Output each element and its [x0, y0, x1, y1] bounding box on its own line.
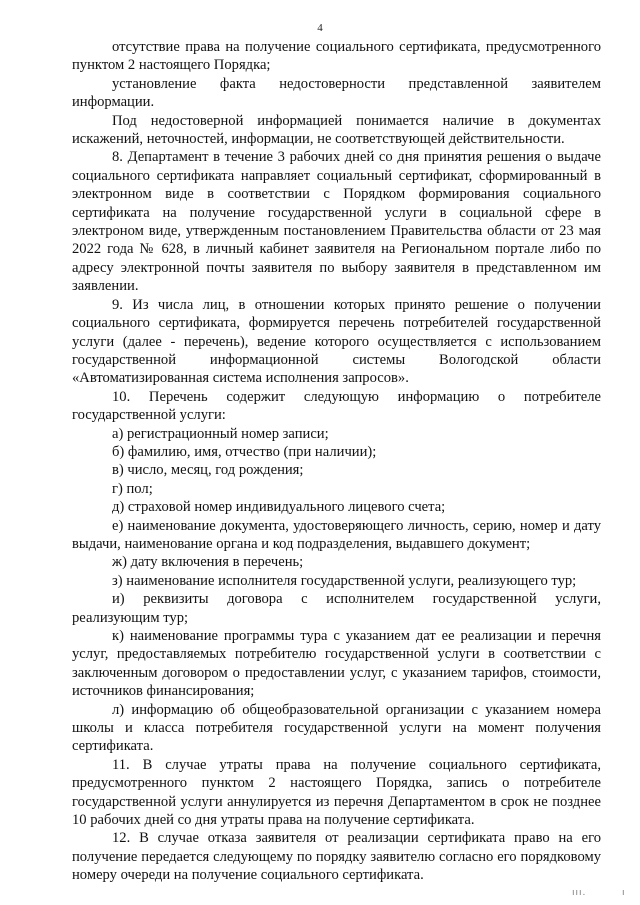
paragraph-clause-11: 11. В случае утраты права на получение социального сертификата, предусмотренного пунктом 2 настоящего Порядка, запись о потребителе государственной услуги аннулируется из перечня Департаментом в срок не позднее 10 рабочих дней со дня утраты права на получение сертификата. [72, 756, 601, 829]
list-item: и) реквизиты договора с исполнителем государственной услуги, реализующим тур; [72, 591, 601, 626]
list-item: а) регистрационный номер записи; [112, 425, 329, 442]
list-item: з) наименование исполнителя государственной услуги, реализующего тур; [112, 572, 577, 589]
list-item: е) наименование документа, удостоверяющего личность, серию, номер и дату выдачи, наименование органа и код подразделения, выдавшего документ; [72, 517, 601, 552]
list-item: ж) дату включения в перечень; [112, 554, 304, 571]
document-body [72, 38, 601, 885]
paragraph: установление факта недостоверности представленной заявителем информации. [72, 75, 601, 111]
list-item: г) пол; [112, 480, 153, 497]
list-item: в) число, месяц, год рождения; [112, 462, 304, 479]
scan-mark: ııı. [572, 888, 587, 898]
paragraph-clause-9: 9. Из числа лиц, в отношении которых принято решение о получении социального сертификата, формируется перечень потребителей государственной услуги (далее - перечень), ведение которого осуществляется с использованием государственной информационной системы Вологодской области «Автоматизированная система исполнения запросов». [72, 296, 601, 387]
paragraph: отсутствие права на получение социального сертификата, предусмотренного пунктом 2 настоящего Порядка; [72, 39, 601, 74]
scan-mark: ı [622, 888, 625, 898]
paragraph-clause-10: 10. Перечень содержит следующую информацию о потребителе государственной услуги: [72, 388, 601, 424]
page-number: 4 [317, 22, 323, 34]
list-item: б) фамилию, имя, отчество (при наличии); [112, 443, 377, 460]
list-item: д) страховой номер индивидуального лицевого счета; [112, 499, 446, 516]
paragraph-clause-12: 12. В случае отказа заявителя от реализации сертификата право на его получение передается следующему по порядку заявителю согласно его порядковому номеру очереди на получение социального сертификата. [72, 830, 601, 884]
paragraph-clause-8: 8. Департамент в течение 3 рабочих дней со дня принятия решения о выдаче социального сертификата направляет социальный сертификат, сформированный в электронном виде в соответствии с Порядком формирования социального сертификата на получение государственной услуги в социальной сфере в электроном виде, утвержденным постановлением Правительства области от 23 мая 2022 года № 628, в личный кабинет заявителя на Региональном портале либо по адресу электронной почты заявителя по выбору заявителя в представленном им заявлении. [72, 149, 601, 295]
paragraph: Под недостоверной информацией понимается наличие в документах искажений, неточностей, информации, не соответствующей действительности. [72, 112, 601, 148]
list-item: к) наименование программы тура с указанием дат ее реализации и перечня услуг, предоставляемых потребителю государственной услуги в соответствии с заключенным договором о предоставлении услуг, с указанием тарифов, стоимости, источников финансирования; [72, 628, 601, 700]
list-item: л) информацию об общеобразовательной организации с указанием номера школы и класса потребителя государственной услуги на момент получения сертификата. [72, 701, 601, 755]
